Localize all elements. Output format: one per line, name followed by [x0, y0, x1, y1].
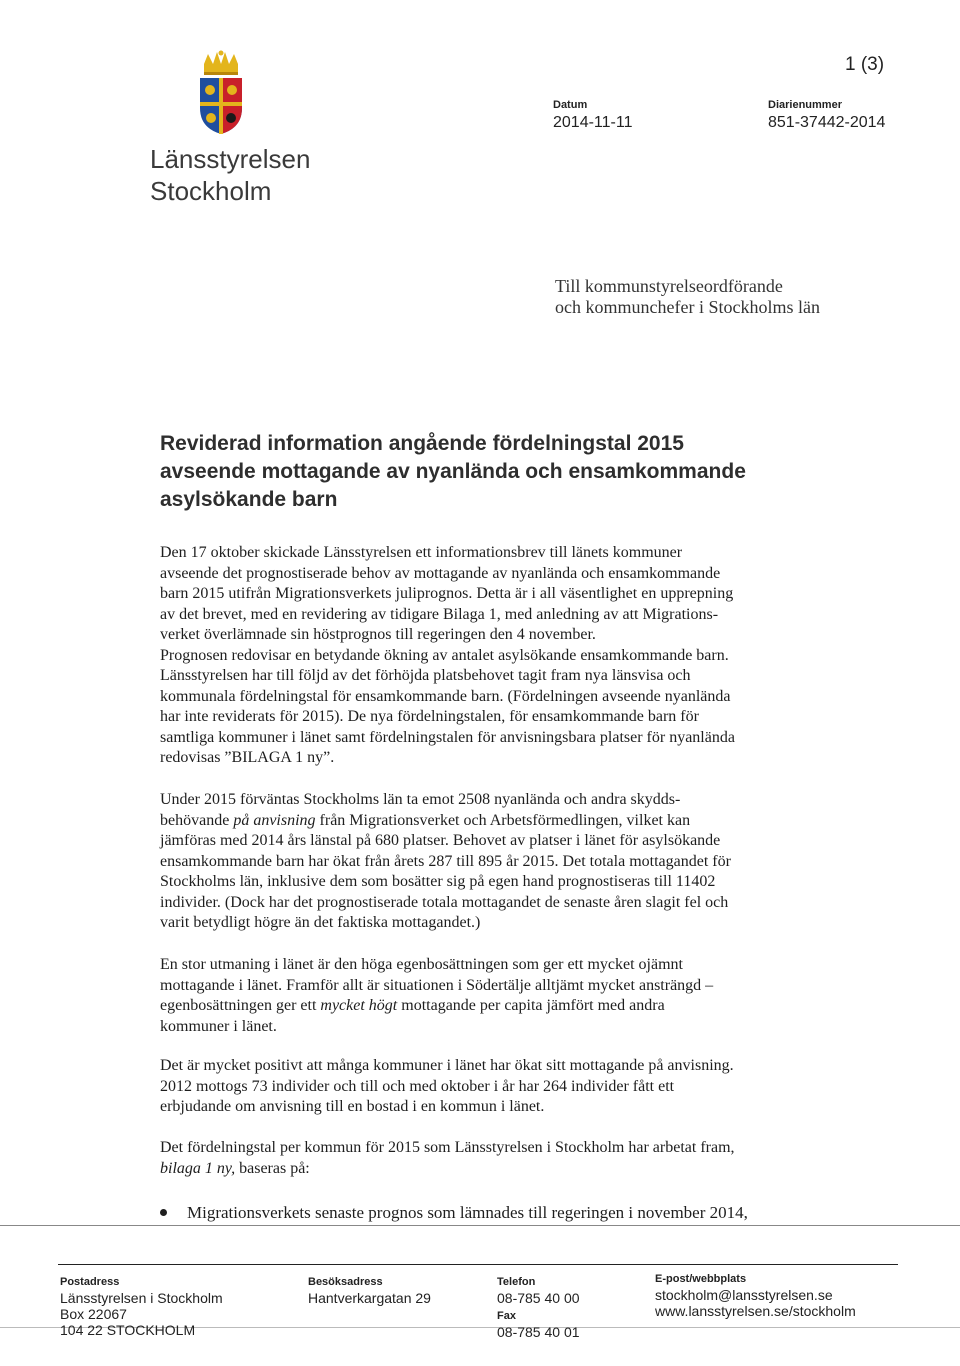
emphasis: på anvisning: [233, 811, 316, 829]
text-line: Prognosen redovisar en betydande ökning av antalet asylsökande ensamkommande barn.: [160, 646, 729, 664]
body-paragraph: [160, 1138, 810, 1179]
text-line: Den 17 oktober skickade Länsstyrelsen ett informationsbrev till länets kommuner: [160, 544, 683, 561]
text-fragment: behövande: [160, 811, 234, 829]
text-line: Länsstyrelsen har till följd av det förhöjda platsbehovet tagit fram nya länsvisa och: [160, 667, 691, 684]
text-fragment: baseras på:: [235, 1159, 310, 1177]
recipient-line: och kommunchefer i Stockholms län: [555, 297, 820, 317]
text-line: erbjudande om anvisning till en bostad i en kommun i länet.: [160, 1098, 545, 1115]
text-line: redovisas ”BILAGA 1 ny”.: [160, 749, 335, 766]
date-value: 2014-11-11: [553, 114, 633, 131]
web-label: E-post/webbplats: [655, 1273, 747, 1285]
date-block: [553, 99, 632, 132]
text-fragment: från Migrationsverket och Arbetsförmedlingen, vilket kan: [315, 811, 691, 829]
footer-web: [655, 1273, 856, 1319]
footer-postal-address: [60, 1276, 223, 1338]
text-line: av det brevet, med en revidering av tidigare Bilaga 1, med anledning av att Migrations-: [160, 605, 719, 623]
subject-line: Reviderad information angående fördelningstal 2015: [160, 432, 684, 455]
reference-number-label: Diarienummer: [768, 99, 842, 111]
emphasis: mycket högt: [320, 997, 398, 1014]
body-paragraph: [160, 955, 810, 1037]
date-label: Datum: [553, 99, 588, 111]
reference-number-block: [768, 99, 885, 132]
organization-line: Länsstyrelsen: [150, 144, 311, 174]
postal-label: Postadress: [60, 1276, 120, 1288]
organization-line: Stockholm: [150, 176, 272, 206]
text-line: jämföras med 2014 års länstal på 680 platser. Behovet av platser i länet för asylsökande: [160, 832, 721, 849]
divider: [0, 1225, 960, 1226]
text-fragment: mottagande per capita jämfört med andra: [397, 997, 665, 1014]
text-fragment: egenbosättningen ger ett: [160, 997, 321, 1014]
footer-visiting-address: [308, 1276, 431, 1306]
phone-label: Telefon: [497, 1276, 536, 1288]
text-line: Det är mycket positivt att många kommuner i länet har ökat sitt mottagande på anvisning.: [160, 1057, 734, 1074]
text-line: samtliga kommuner i länet samt fördelningstalen för anvisningsbara platser för nyanlända: [160, 728, 735, 746]
coat-of-arms-icon: [196, 50, 246, 136]
postal-line: Box 22067: [60, 1306, 127, 1322]
fax-value: 08-785 40 01: [497, 1324, 580, 1340]
text-line: 2012 mottogs 73 individer och till och med oktober i år har 264 individer fått ett: [160, 1077, 675, 1095]
recipient-address: [555, 276, 820, 318]
body-paragraph: [160, 1056, 810, 1118]
postal-line: 104 22 STOCKHOLM: [60, 1322, 196, 1338]
page-number: 1 (3): [845, 54, 885, 75]
email-link[interactable]: stockholm@lansstyrelsen.se: [655, 1287, 833, 1303]
text-line: varit betydligt högre än det faktiska mottagandet.): [160, 914, 481, 931]
text-line: [160, 811, 810, 832]
emphasis: bilaga 1 ny,: [160, 1159, 236, 1177]
reference-number-value: 851-37442-2014: [768, 114, 886, 131]
phone-value: 08-785 40 00: [497, 1290, 580, 1306]
subject-line: asylsökande barn: [160, 488, 338, 511]
text-line: avseende det prognostiserade behov av mottagande av nyanlända och ensamkommande: [160, 564, 721, 582]
text-line: barn 2015 utifrån Migrationsverkets juliprognos. Detta är i all väsentlighet en upprepning: [160, 585, 734, 602]
text-line: Stockholms län, inklusive dem som bosätter sig på egen hand prognostiseras till 11402: [160, 873, 716, 890]
recipient-line: Till kommunstyrelseordförande: [555, 276, 783, 296]
text-line: kommuner i länet.: [160, 1017, 277, 1035]
text-line: individer. (Dock har det prognostiserade totala mottagandet de senaste åren slagit fel och: [160, 893, 729, 911]
text-line: Under 2015 förväntas Stockholms län ta emot 2508 nyanlända och andra skydds-: [160, 791, 681, 808]
body-paragraph: [160, 543, 810, 769]
footer-divider: [58, 1264, 898, 1265]
visit-label: Besöksadress: [308, 1276, 383, 1288]
footer-phone: [497, 1276, 580, 1340]
letter-subject: [160, 430, 860, 514]
postal-line: Länsstyrelsen i Stockholm: [60, 1290, 223, 1306]
text-line: En stor utmaning i länet är den höga egenbosättningen som ger ett mycket ojämnt: [160, 956, 683, 973]
text-line: Det fördelningstal per kommun för 2015 som Länsstyrelsen i Stockholm har arbetat fram,: [160, 1139, 735, 1156]
text-line: [160, 996, 810, 1017]
subject-line: avseende mottagande av nyanlända och ensamkommande: [160, 460, 746, 483]
text-line: har inte reviderats för 2015). De nya fördelningstalen, för ensamkommande barn för: [160, 708, 699, 725]
website-link[interactable]: www.lansstyrelsen.se/stockholm: [655, 1303, 856, 1319]
bullet-text: Migrationsverkets senaste prognos som lämnades till regeringen i november 2014,: [187, 1203, 748, 1222]
text-line: mottagande i länet. Framför allt är situationen i Södertälje alltjämt mycket ansträngd –: [160, 976, 714, 994]
fax-label: Fax: [497, 1310, 516, 1322]
visit-line: Hantverkargatan 29: [308, 1290, 431, 1306]
text-line: ensamkommande barn har ökat från årets 287 till 895 år 2015. Det totala mottagandet för: [160, 852, 731, 870]
text-line: [160, 1159, 810, 1180]
text-line: kommunala fördelningstal för ensamkommande barn. (Fördelningen avseende nyanlända: [160, 687, 731, 705]
text-line: verket överlämnade sin höstprognos till regeringen den 4 november.: [160, 626, 596, 643]
bullet-list-item: [160, 1203, 748, 1223]
body-paragraph: [160, 790, 810, 934]
bullet-icon: [160, 1209, 167, 1216]
organization-name: [150, 143, 310, 207]
